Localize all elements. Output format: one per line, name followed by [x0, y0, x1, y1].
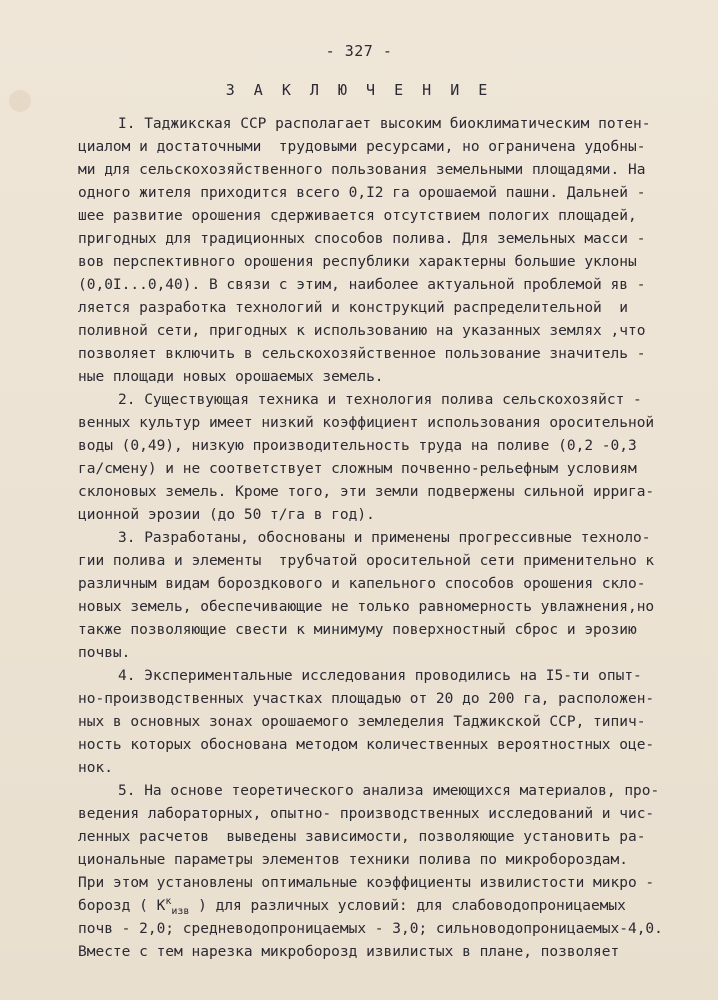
text-line: почв - 2,0; средневодопроницаемых - 3,0; сильноводопроницаемых-4,0. — [78, 921, 663, 937]
text-line: га/смену) и не соответствует сложным почвенно-рельефным условиям — [78, 461, 637, 477]
text-line: 3. Разработаны, обоснованы и применены прогрессивные техноло- — [118, 530, 651, 546]
text-line: гии полива и элементы трубчатой оросительной сети применительно к — [78, 553, 655, 569]
text-line: ленных расчетов выведены зависимости, позволяющие установить ра- — [78, 829, 646, 845]
formula-prefix: борозд ( К — [78, 898, 166, 914]
text-line: склоновых земель. Кроме того, эти земли подвержены сильной ирригa- — [78, 484, 655, 500]
text-line: (0,0I...0,40). В связи с этим, наиболее актуальной проблемой яв - — [78, 277, 646, 293]
text-line: 4. Экспериментальные исследования проводились на I5-ти опыт- — [118, 668, 642, 684]
section-heading: З А К Л Ю Ч Е Н И Е — [225, 81, 493, 99]
text-line: ведения лабораторных, опытно- производственных исследований и чис- — [78, 806, 655, 822]
text-line: новых земель, обеспечивающие не только равномерность увлажнения,но — [78, 599, 655, 615]
text-line: поливной сети, пригодных к использованию на указанных землях ,что — [78, 323, 646, 339]
text-line: но-производственных участках площадью от 20 до 200 га, расположен- — [78, 691, 655, 707]
text-line: При этом установлены оптимальные коэффициенты извилистости микро - — [78, 875, 655, 891]
formula-superscript: к — [165, 896, 172, 908]
text-line: ционной эрозии (до 50 т/га в год). — [78, 507, 375, 523]
text-line: почвы. — [78, 645, 131, 661]
text-line: шее развитие орошения сдерживается отсутствием пологих площадей, — [78, 208, 637, 224]
text-line: циалом и достаточными трудовыми ресурсами, но ограничена удобны- — [78, 139, 646, 155]
formula-subscript: изв — [171, 905, 190, 917]
formula-suffix: ) для различных условий: для слабоводопроницаемых — [189, 898, 626, 914]
text-line: различным видам бороздкового и капельного способов орошения скло- — [78, 576, 646, 592]
text-line: венных культур имеет низкий коэффициент использования оросительной — [78, 415, 655, 431]
text-line: циональные параметры элементов техники полива по микробороздам. — [78, 852, 628, 868]
text-line: ность которых обоснована методом количественных вероятностных оце- — [78, 737, 655, 753]
text-line: одного жителя приходится всего 0,I2 га орошаемой пашни. Дальней - — [78, 185, 646, 201]
text-line: Вместе с тем нарезка микроборозд извилистых в плане, позволяет — [78, 944, 620, 960]
text-line: I. Таджикская ССР располагает высоким биоклиматическим потен- — [118, 116, 651, 132]
text-line: 2. Существующая техника и технология полива сельскохозяйст - — [118, 392, 642, 408]
text-line: также позволяющие свести к минимуму поверхностный сброс и эрозию — [78, 622, 637, 638]
page-number: - 327 - — [325, 42, 393, 60]
text-line: воды (0,49), низкую производительность труда на поливе (0,2 -0,3 — [78, 438, 637, 454]
text-line: пригодных для традиционных способов полива. Для земельных масси - — [78, 231, 646, 247]
text-line-formula — [78, 896, 626, 917]
text-line: вов перспективного орошения республики характерны большие уклоны — [78, 254, 637, 270]
text-line: ных в основных зонах орошаемого земледелия Таджикской ССР, типич- — [78, 714, 646, 730]
text-line: позволяет включить в сельскохозяйственное пользование значитель - — [78, 346, 646, 362]
text-line: ми для сельскохозяйственного пользования земельными площадями. На — [78, 162, 646, 178]
text-line: 5. На основе теоретического анализа имеющихся материалов, про- — [118, 783, 660, 799]
text-line: нок. — [78, 760, 113, 776]
text-line: ляется разработка технологий и конструкций распределительной и — [78, 300, 628, 316]
text-line: ные площади новых орошаемых земель. — [78, 369, 384, 385]
